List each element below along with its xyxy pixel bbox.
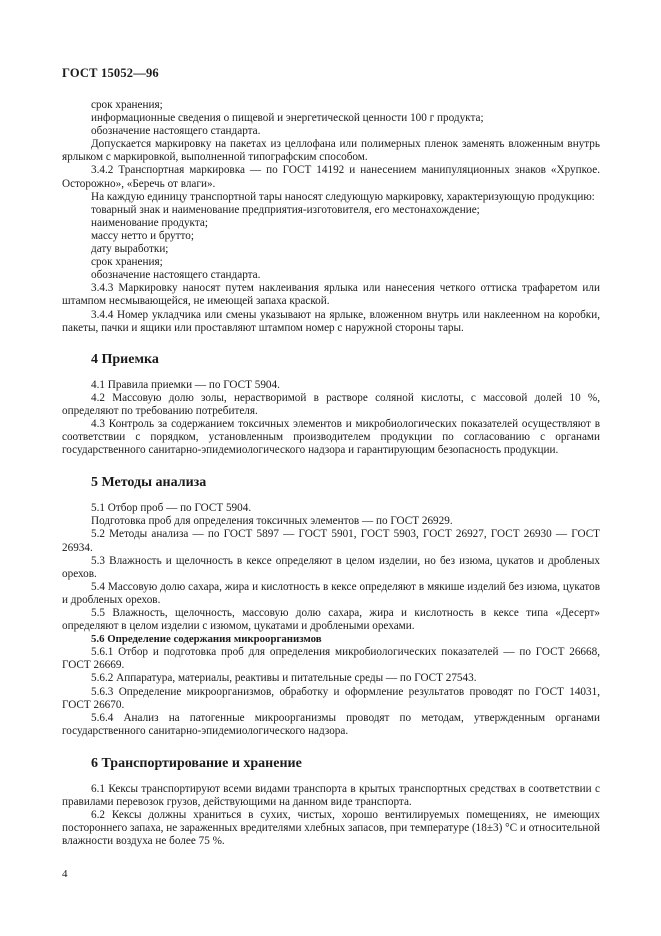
document-header: ГОСТ 15052—96: [62, 66, 159, 80]
list-item: дату выработки;: [91, 243, 169, 256]
paragraph: 5.5 Влажность, щелочность, массовую долю сахара, жира и кислотность в кексе типа «Десерт» определяют в целом изделии с изюмом, цукатами и дроблеными орехами.: [62, 607, 600, 633]
paragraph: 4.3 Контроль за содержанием токсичных элементов и микробиологических показателей осуществляют в соответствии с порядком, установленным производителем продукции по согласованию с органами государственного санитарно-эпидемиологического надзора и гарантирующим безопасность продукции.: [62, 417, 600, 457]
paragraph: 5.1 Отбор проб — по ГОСТ 5904.: [91, 502, 252, 515]
paragraph: Подготовка проб для определения токсичных элементов — по ГОСТ 26929.: [91, 515, 453, 528]
paragraph: 3.4.3 Маркировку наносят путем наклеивания ярлыка или нанесения четкого оттиска трафаретом или штампом несмывающейся, не имеющей запаха краской.: [62, 282, 600, 308]
paragraph: Допускается маркировку на пакетах из целлофана или полимерных пленок заменять вложенным внутрь ярлыком с маркировкой, выполненной типографским способом.: [62, 138, 600, 164]
paragraph: 5.6.1 Отбор и подготовка проб для определения микробиологических показателей — по ГОСТ 26668, ГОСТ 26669.: [62, 646, 600, 672]
section-heading-5: 5 Методы анализа: [91, 475, 207, 491]
paragraph: На каждую единицу транспортной тары наносят следующую маркировку, характеризующую продукцию:: [91, 190, 595, 203]
list-item: срок хранения;: [91, 99, 163, 111]
paragraph: 3.4.2 Транспортная маркировка — по ГОСТ 14192 и нанесением манипуляционных знаков «Хрупкое. Осторожно», «Беречь от влаги».: [62, 164, 600, 190]
paragraph: 5.6.3 Определение микроорганизмов, обработку и оформление результатов проводят по ГОСТ 14031, ГОСТ 26670.: [62, 685, 600, 711]
paragraph: 5.2 Методы анализа — по ГОСТ 5897 — ГОСТ 5901, ГОСТ 5903, ГОСТ 26927, ГОСТ 26930 — ГОСТ 26934.: [62, 528, 600, 554]
list-item: массу нетто и брутто;: [91, 229, 194, 242]
paragraph: 3.4.4 Номер укладчика или смены указывают на ярлыке, вложенном внутрь или наклеенном на коробки, пакеты, пачки и ящики или проставляют штампом номер с наружной стороны тары.: [62, 308, 600, 334]
subsection-heading: 5.6 Определение содержания микроорганизмов: [91, 633, 322, 646]
list-item: товарный знак и наименование предприятия-изготовителя, его местонахождение;: [91, 203, 480, 216]
paragraph: 6.1 Кексы транспортируют всеми видами транспорта в крытых транспортных средствах в соответствии с правилами перевозок грузов, действующими на данном виде транспорта.: [62, 782, 600, 809]
paragraph: 5.4 Массовую долю сахара, жира и кислотность в кексе определяют в мякише изделий без изюма, цукатов и дробленых орехов.: [62, 580, 600, 606]
list-item: обозначение настоящего стандарта.: [91, 269, 261, 282]
paragraph: 5.6.4 Анализ на патогенные микроорганизмы проводят по методам, утвержденным органами государственного санитарно-эпидемиологического надзора.: [62, 711, 600, 737]
paragraph: 6.2 Кексы должны храниться в сухих, чистых, хорошо вентилируемых помещениях, не имеющих постороннего запаха, не зараженных вредителями хлебных запасов, при температуре (18±3) °С и относительной влажности воздуха не более 75 %.: [62, 809, 600, 848]
paragraph: 5.3 Влажность и щелочность в кексе определяют в целом изделии, но без изюма, цукатов и дробленых орехов.: [62, 554, 600, 580]
list-item: срок хранения;: [91, 256, 163, 269]
paragraph: 4.1 Правила приемки — по ГОСТ 5904.: [91, 378, 280, 391]
section-heading-6: 6 Транспортирование и хранение: [91, 755, 302, 771]
list-item: обозначение настоящего стандарта.: [91, 125, 261, 138]
paragraph: 4.2 Массовую долю золы, нерастворимой в растворе соляной кислоты, с массовой долей 10 %, определяют по требованию потребителя.: [62, 391, 600, 417]
list-item: информационные сведения о пищевой и энергетической ценности 100 г продукта;: [91, 112, 484, 125]
page-number: 4: [62, 868, 68, 880]
section-heading-4: 4 Приемка: [91, 351, 159, 367]
list-item: наименование продукта;: [91, 216, 208, 229]
document-body: [62, 99, 600, 848]
paragraph: 5.6.2 Аппаратура, материалы, реактивы и питательные среды — по ГОСТ 27543.: [91, 672, 477, 685]
